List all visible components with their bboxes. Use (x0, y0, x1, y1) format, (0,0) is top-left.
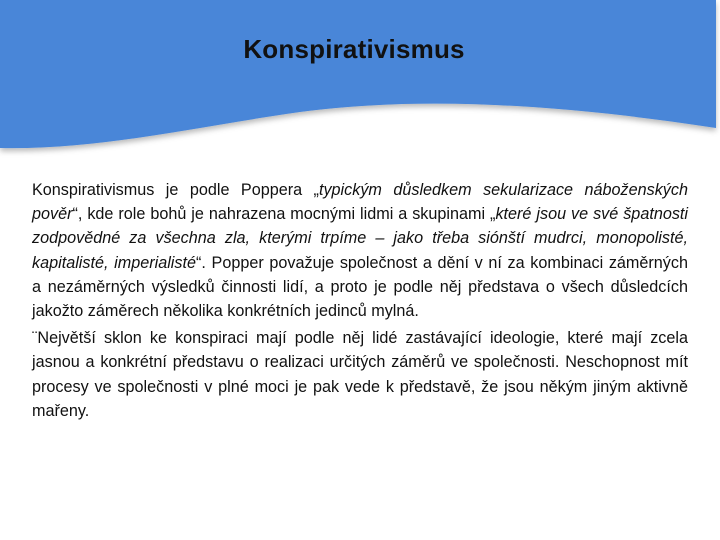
paragraph-text: “, kde role bohů je nahrazena mocnými lidmi a skupinami „ (72, 205, 496, 224)
title-banner (0, 0, 720, 160)
paragraph-text: “. Popper považuje společnost a dění v ní za kombinaci záměrných a nezáměrných výsledků činnosti lidí, a proto je podle něj představa o všech důsledcích jakožto záměrech několika konkrétních jedinců mylná. (32, 253, 688, 321)
slide-body (32, 178, 688, 423)
paragraph-text: Konspirativismus je podle Poppera „ (32, 181, 319, 199)
page-title: Konspirativismus (243, 34, 465, 64)
paragraph-konspirativismus (32, 178, 688, 323)
paragraph-ideologie: ¨Největší sklon ke konspiraci mají podle něj lidé zastávající ideologie, které mají zcela jasnou a konkrétní představu o realizaci určitých záměrů ve společnosti. Neschopnost mít procesy ve společnosti v plné moci je pak vede k představě, že jsou někým jiným aktivně mařeny. (32, 329, 688, 420)
banner-wave-shape (0, 0, 720, 160)
quote-text: které jsou ve své špatnosti zodpovědné za všechna zla, kterými trpíme – jako třeba siónští mudrci, monopolisté, kapitalisté, imperialisté (32, 205, 689, 272)
quote-text: typickým důsledkem sekularizace náboženských pověr (32, 181, 688, 224)
